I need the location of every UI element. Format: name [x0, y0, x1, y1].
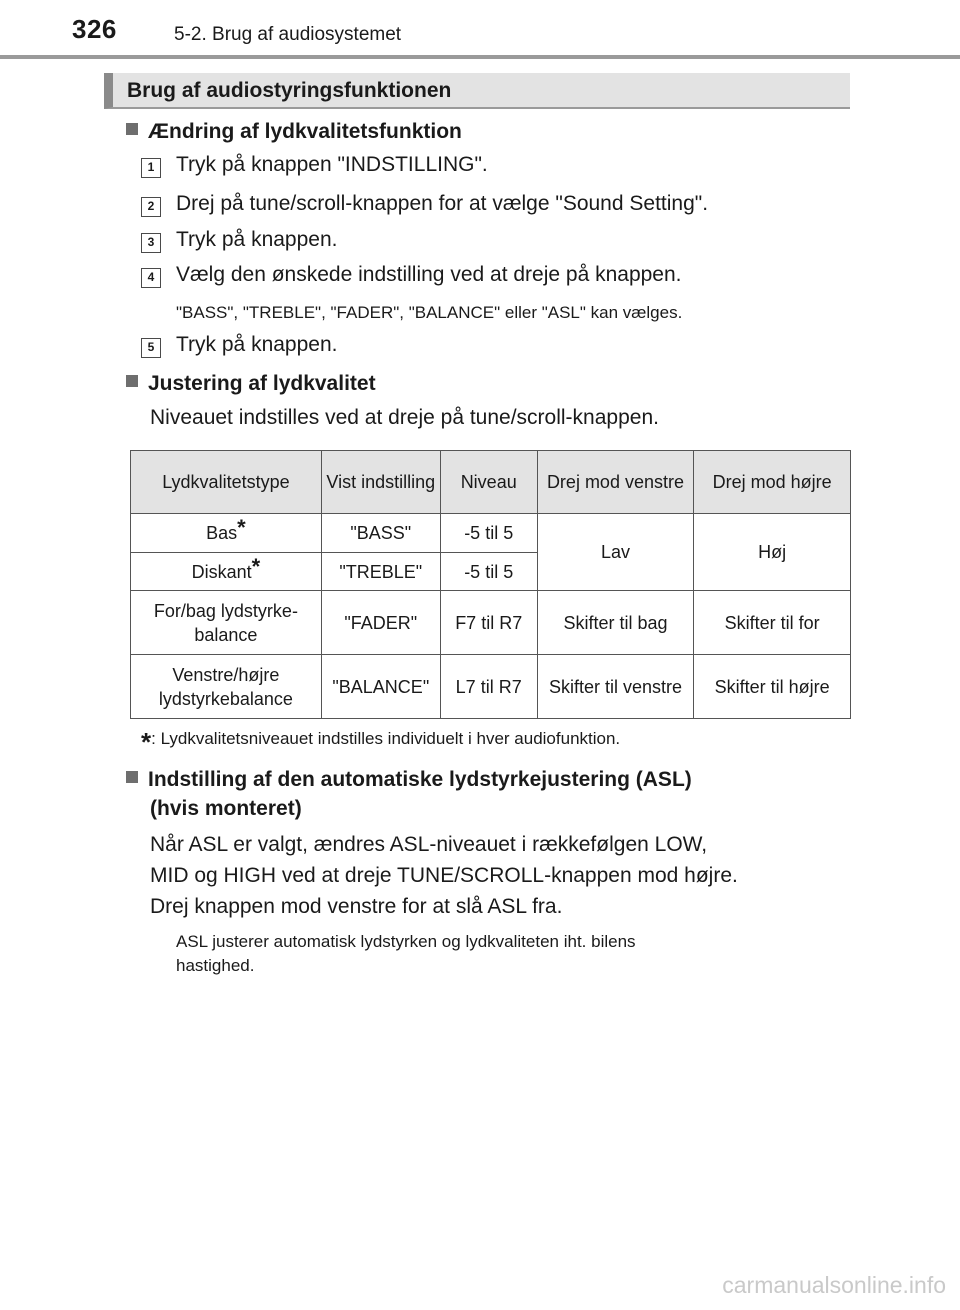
- table-cell-display: "BASS": [321, 514, 440, 553]
- chapter-title: 5-2. Brug af audiosystemet: [174, 24, 402, 45]
- table-cell-level: L7 til R7: [440, 655, 537, 719]
- footnote-asterisk: *: [141, 727, 152, 757]
- subheading-text: Justering af lydkvalitet: [148, 372, 376, 395]
- sound-quality-table: [130, 450, 851, 719]
- asterisk-marker: *: [251, 553, 261, 579]
- page-header: [0, 0, 960, 60]
- table-cell-left: Lav: [537, 514, 694, 591]
- table-cell-left: Skifter til venstre: [537, 655, 694, 719]
- step-number-badge: 5: [141, 338, 161, 358]
- subheading-asl: [126, 766, 692, 794]
- step-text: Drej på tune/scroll-knappen for at vælge "Sound Setting".: [176, 192, 709, 215]
- table-cell-type: For/bag lydstyrke-balance: [131, 591, 322, 655]
- step-number-badge: 4: [141, 268, 161, 288]
- step-number-badge: 1: [141, 158, 161, 178]
- column-header: Lydkvalitetstype: [131, 451, 322, 514]
- section-title-bar: [104, 73, 850, 109]
- asl-line: Drej knappen mod venstre for at slå ASL fra.: [150, 895, 563, 918]
- table-cell-right: Skifter til højre: [694, 655, 851, 719]
- subheading-sound-change: [126, 118, 462, 146]
- step-note: "BASS", "TREBLE", "FADER", "BALANCE" eller "ASL" kan vælges.: [176, 303, 683, 322]
- asl-line: Når ASL er valgt, ændres ASL-niveauet i rækkefølgen LOW,: [150, 833, 708, 856]
- table-cell-display: "BALANCE": [321, 655, 440, 719]
- table-header-row: [131, 451, 851, 514]
- column-header: Vist indstilling: [321, 451, 440, 514]
- square-bullet-icon: [126, 771, 138, 783]
- page-number: 326: [72, 14, 117, 44]
- table-cell-type: Bas*: [131, 514, 322, 553]
- square-bullet-icon: [126, 375, 138, 387]
- footnote-text: : Lydkvalitetsniveauet indstilles individuelt i hver audiofunktion.: [151, 729, 621, 748]
- subheading-text: Indstilling af den automatiske lydstyrkejustering (ASL): [148, 768, 692, 791]
- square-bullet-icon: [126, 123, 138, 135]
- table-cell-type: Venstre/højre lydstyrkebalance: [131, 655, 322, 719]
- asl-line: MID og HIGH ved at dreje TUNE/SCROLL-knappen mod højre.: [150, 864, 738, 887]
- step-text: Tryk på knappen.: [176, 228, 338, 251]
- step-text: Vælg den ønskede indstilling ved at dreje på knappen.: [176, 263, 682, 286]
- asl-note-line: hastighed.: [176, 956, 255, 975]
- table-cell-type: Diskant*: [131, 553, 322, 591]
- table-cell-right: Høj: [694, 514, 851, 591]
- table-row: [131, 514, 851, 553]
- table-footnote: [141, 727, 620, 758]
- step-number-badge: 3: [141, 233, 161, 253]
- table-row: [131, 591, 851, 655]
- step-text: Tryk på knappen "INDSTILLING".: [176, 153, 488, 176]
- watermark: carmanualsonline.info: [722, 1272, 946, 1298]
- table-cell-left: Skifter til bag: [537, 591, 694, 655]
- subheading-text: Ændring af lydkvalitetsfunktion: [148, 120, 462, 143]
- table-cell-level: -5 til 5: [440, 553, 537, 591]
- asl-note-line: ASL justerer automatisk lydstyrken og lydkvaliteten iht. bilens: [176, 932, 636, 951]
- table-row: [131, 655, 851, 719]
- table-cell-display: "TREBLE": [321, 553, 440, 591]
- column-header: Drej mod venstre: [537, 451, 694, 514]
- table-cell-level: -5 til 5: [440, 514, 537, 553]
- table-cell-right: Skifter til for: [694, 591, 851, 655]
- subheading-asl-cont: (hvis monteret): [150, 797, 302, 820]
- table-cell-level: F7 til R7: [440, 591, 537, 655]
- step-text: Tryk på knappen.: [176, 333, 338, 356]
- section-title: Brug af audiostyringsfunktionen: [127, 79, 452, 102]
- column-header: Niveau: [440, 451, 537, 514]
- asterisk-marker: *: [237, 515, 246, 540]
- subheading-adjust: [126, 370, 376, 398]
- column-header: Drej mod højre: [694, 451, 851, 514]
- header-divider: [0, 55, 960, 59]
- adjust-paragraph: Niveauet indstilles ved at dreje på tune/scroll-knappen.: [150, 406, 659, 429]
- table-cell-display: "FADER": [321, 591, 440, 655]
- step-number-badge: 2: [141, 197, 161, 217]
